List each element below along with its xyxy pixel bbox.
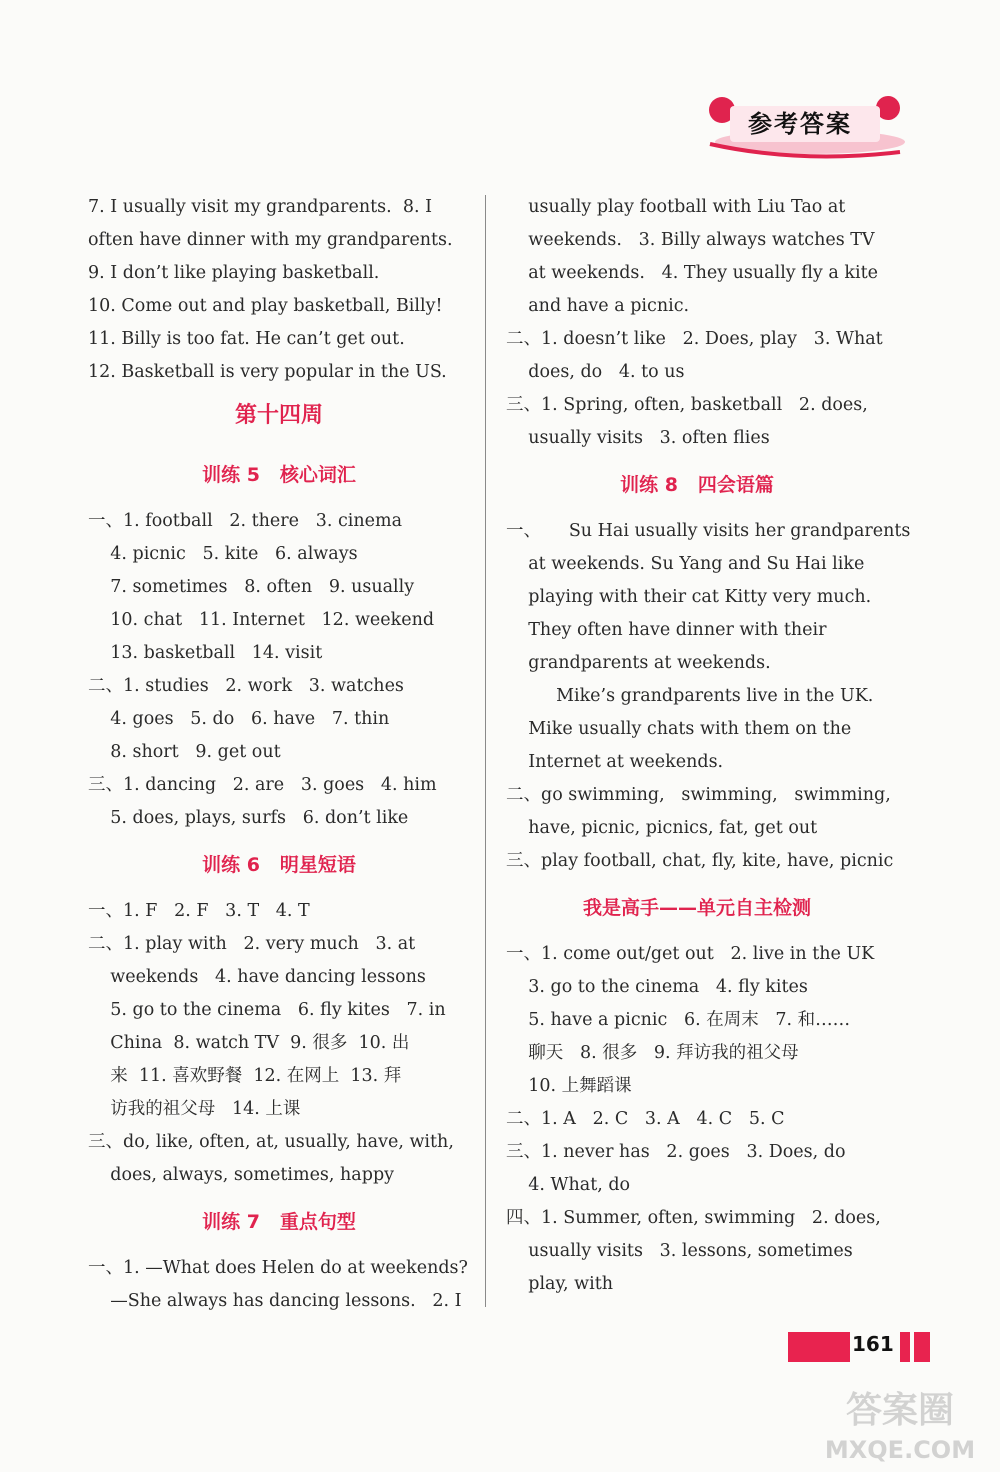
answer-line: Internet at weekends. — [506, 752, 724, 772]
answer-line: They often have dinner with their — [506, 620, 827, 640]
answer-line: 4. What, do — [506, 1175, 631, 1195]
answer-line: 10. Come out and play basketball, Billy! — [88, 296, 443, 316]
answer-line: usually play football with Liu Tao at — [506, 197, 846, 217]
section-heading: 训练 6 明星短语 — [202, 854, 356, 876]
answer-line: 4. goes 5. do 6. have 7. thin — [88, 709, 390, 729]
answer-line: grandparents at weekends. — [506, 653, 771, 673]
answer-line: often have dinner with my grandparents. — [88, 230, 453, 250]
answer-line: 三、do, like, often, at, usually, have, with, — [88, 1132, 454, 1152]
answer-line: 一、 Su Hai usually visits her grandparents — [506, 521, 911, 541]
answer-line: 7. sometimes 8. often 9. usually — [88, 577, 415, 597]
answer-line: 8. short 9. get out — [88, 742, 281, 762]
answer-line: 11. Billy is too fat. He can’t get out. — [88, 329, 405, 349]
column-divider — [485, 195, 486, 1307]
page-number-bar — [788, 1332, 850, 1362]
section-heading: 我是高手——单元自主检测 — [582, 897, 811, 919]
answer-line: China 8. watch TV 9. 很多 10. 出 — [88, 1033, 410, 1053]
answer-line: 一、1. F 2. F 3. T 4. T — [88, 901, 310, 921]
answer-line: 二、1. doesn’t like 2. Does, play 3. What — [506, 329, 883, 349]
answer-line: 9. I don’t like playing basketball. — [88, 263, 380, 283]
section-heading: 训练 7 重点句型 — [202, 1211, 356, 1233]
answer-line: 四、1. Summer, often, swimming 2. does, — [506, 1208, 881, 1228]
page-number-bar-end — [900, 1332, 910, 1362]
answer-line: 二、1. play with 2. very much 3. at — [88, 934, 416, 954]
answer-line: at weekends. Su Yang and Su Hai like — [506, 554, 865, 574]
page-number: 161 — [852, 1332, 894, 1356]
answer-line: weekends. 3. Billy always watches TV — [506, 230, 875, 250]
answer-line: 5. go to the cinema 6. fly kites 7. in — [88, 1000, 446, 1020]
answer-line: and have a picnic. — [506, 296, 690, 316]
answer-line: 聊天 8. 很多 9. 拜访我的祖父母 — [506, 1043, 799, 1063]
answer-line: does, always, sometimes, happy — [88, 1165, 395, 1185]
answer-line: 三、1. dancing 2. are 3. goes 4. him — [88, 775, 437, 795]
answer-line: 3. go to the cinema 4. fly kites — [506, 977, 808, 997]
answer-line: have, picnic, picnics, fat, get out — [506, 818, 818, 838]
answer-line: 访我的祖父母 14. 上课 — [88, 1099, 301, 1119]
answer-line: 10. chat 11. Internet 12. weekend — [88, 610, 435, 630]
svg-text:MXQE.COM: MXQE.COM — [824, 1436, 976, 1464]
answer-line: 一、1. —What does Helen do at weekends? — [88, 1258, 468, 1278]
answer-line: 7. I usually visit my grandparents. 8. I — [88, 197, 433, 217]
answer-line: 4. picnic 5. kite 6. always — [88, 544, 358, 564]
answer-line: Mike usually chats with them on the — [506, 719, 852, 739]
answer-line: 10. 上舞蹈课 — [506, 1076, 632, 1096]
answer-line: 二、1. studies 2. work 3. watches — [88, 676, 404, 696]
section-heading: 训练 5 核心词汇 — [202, 464, 356, 486]
watermark-logo — [808, 1380, 993, 1465]
answer-line: usually visits 3. lessons, sometimes — [506, 1241, 853, 1261]
answer-line: playing with their cat Kitty very much. — [506, 587, 872, 607]
answer-line: —She always has dancing lessons. 2. I — [88, 1291, 462, 1311]
answer-line: at weekends. 4. They usually fly a kite — [506, 263, 878, 283]
answer-line: usually visits 3. often flies — [506, 428, 770, 448]
answer-line: 12. Basketball is very popular in the US. — [88, 362, 447, 382]
answer-line: 二、1. A 2. C 3. A 4. C 5. C — [506, 1109, 785, 1129]
section-heading: 训练 8 四会语篇 — [620, 474, 774, 496]
week-heading: 第十四周 — [234, 403, 323, 428]
answer-line: play, with — [506, 1274, 614, 1294]
answer-line: 三、play football, chat, fly, kite, have, picnic — [506, 851, 894, 871]
page-number-bar-end2 — [914, 1332, 930, 1362]
answer-line: Mike’s grandparents live in the UK. — [506, 686, 874, 706]
svg-text:答案圈: 答案圈 — [845, 1390, 955, 1431]
answer-line: 一、1. come out/get out 2. live in the UK — [506, 944, 875, 964]
answer-line: 二、go swimming, swimming, swimming, — [506, 785, 891, 805]
answer-line: 一、1. football 2. there 3. cinema — [88, 511, 403, 531]
answer-line: 三、1. never has 2. goes 3. Does, do — [506, 1142, 846, 1162]
answer-key-title: 参考答案 — [748, 110, 852, 138]
answer-line: does, do 4. to us — [506, 362, 685, 382]
answer-line: 5. have a picnic 6. 在周末 7. 和…… — [506, 1010, 851, 1030]
answer-line: 5. does, plays, surfs 6. don’t like — [88, 808, 409, 828]
answer-line: 13. basketball 14. visit — [88, 643, 323, 663]
answer-line: 三、1. Spring, often, basketball 2. does, — [506, 395, 868, 415]
answer-line: weekends 4. have dancing lessons — [88, 967, 426, 987]
answer-line: 来 11. 喜欢野餐 12. 在网上 13. 拜 — [88, 1066, 402, 1086]
